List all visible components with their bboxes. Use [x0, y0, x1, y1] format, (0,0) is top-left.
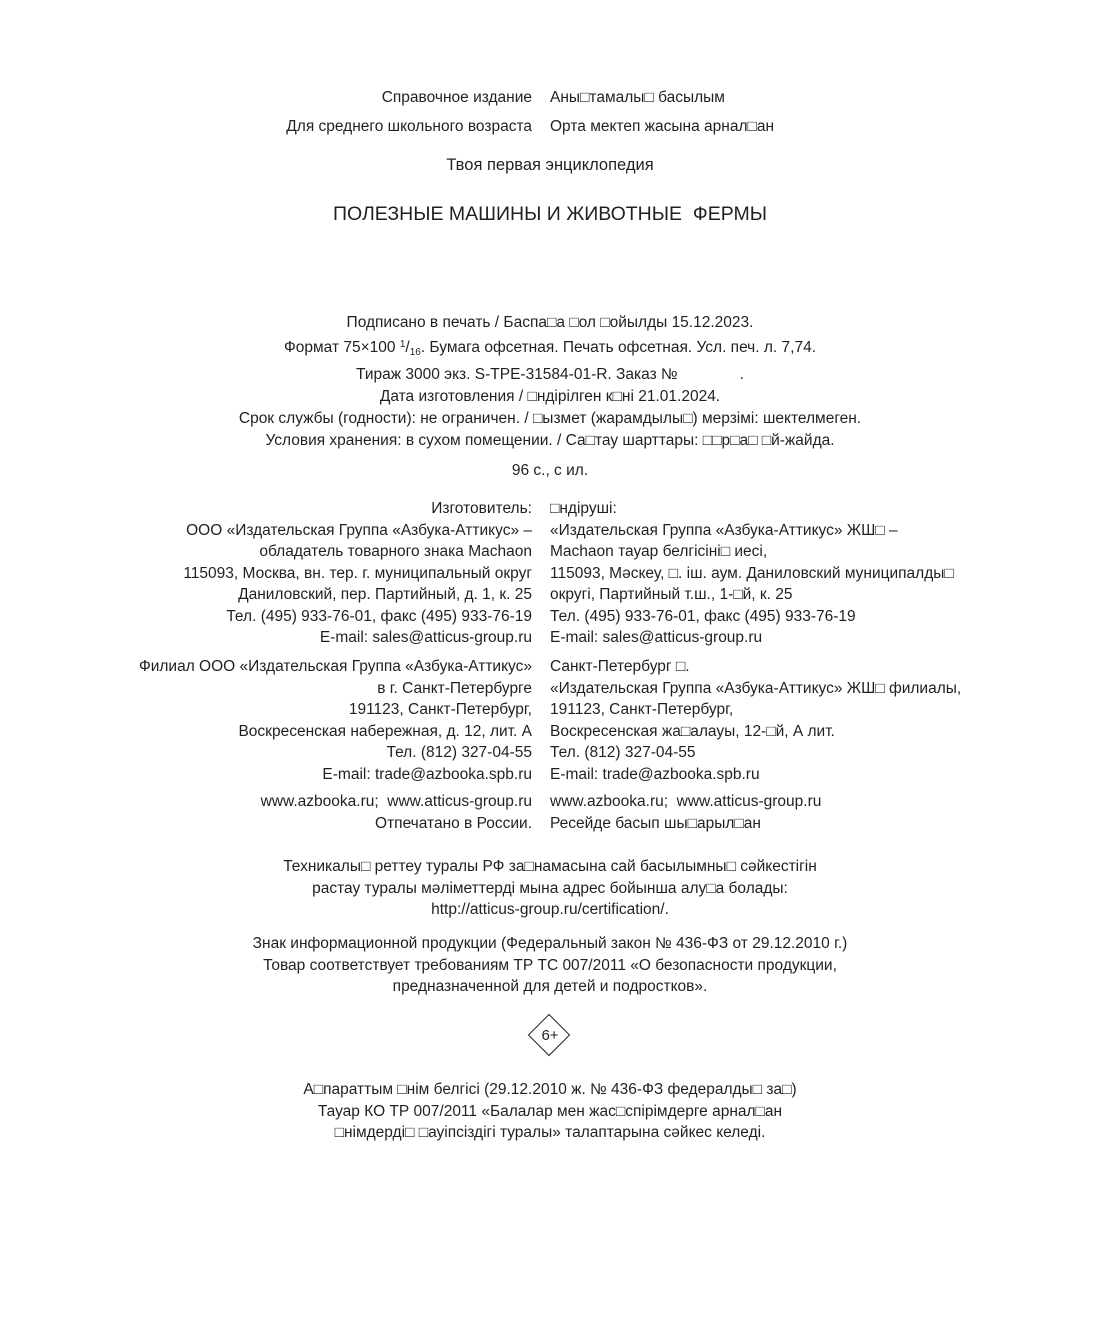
format-line: Формат 75×100 $^1$/16. Бумага офсетная. Печать офсетная. Усл. печ. л. 7,74.	[283, 339, 816, 358]
certification-url: http://atticus-group.ru/certification/.	[431, 901, 669, 918]
age-rating-label: 6+	[541, 1027, 559, 1044]
certification-block	[0, 856, 1100, 921]
manufacturer-line-ru: ООО «Издательская Группа «Азбука-Аттикус» –	[186, 521, 532, 539]
manufacturer-line-ru: обладатель товарного знака Machaon	[259, 543, 532, 560]
info-line-kz: Тауар КО ТР 007/2011 «Балалар мен жас□спірімдерге арнал□ан	[317, 1102, 783, 1120]
edition-type-row	[0, 87, 1100, 109]
branch-line-kz: Тел. (812) 327-04-55	[550, 744, 696, 761]
printing-details	[0, 312, 1100, 452]
printed-in-ru: Отпечатано в России.	[375, 814, 532, 832]
info-product-ru	[0, 933, 1100, 998]
certification-line: растау туралы мәліметтерді мына адрес бойынша алу□а болады:	[312, 879, 788, 897]
book-title: ПОЛЕЗНЫЕ МАШИНЫ И ЖИВОТНЫЕ ФЕРМЫ	[333, 203, 767, 225]
info-line-ru: Товар соответствует требованиям ТР ТС 007/2011 «О безопасности продукции,	[263, 956, 837, 974]
websites-ru: www.azbooka.ru; www.atticus-group.ru	[260, 793, 532, 810]
info-line-ru: Знак информационной продукции (Федеральный закон № 436-ФЗ от 29.12.2010 г.)	[252, 935, 848, 952]
age-group-row	[0, 116, 1100, 138]
manufacturer-line-ru: Даниловский, пер. Партийный, д. 1, к. 25	[238, 586, 532, 603]
age-group-kz: Орта мектеп жасына арнал□ан	[550, 118, 775, 135]
branch-block	[0, 656, 1100, 785]
storage-conditions: Условия хранения: в сухом помещении. / Са□тау шарттары: □□р□а□ □й-жайда.	[265, 432, 835, 449]
info-line-kz: □німдерді□ □ауіпсіздігі туралы» талаптарына сәйкес келеді.	[334, 1124, 766, 1141]
websites-kz: www.azbooka.ru; www.atticus-group.ru	[550, 793, 822, 810]
series-name: Твоя первая энциклопедия	[446, 156, 654, 174]
branch-line-ru: Воскресенская набережная, д. 12, лит. А	[238, 722, 532, 740]
branch-line-ru: 191123, Санкт-Петербург,	[348, 701, 532, 718]
branch-email-ru: E-mail: trade@azbooka.spb.ru	[322, 765, 532, 783]
print-run: Тираж 3000 экз. S-TPE-31584-01-R. Заказ № .	[356, 366, 744, 383]
branch-line-kz: Воскресенская жа□алауы, 12-□й, А лит.	[550, 722, 835, 740]
manufacturer-line-ru: 115093, Москва, вн. тер. г. муниципальный округ	[183, 564, 532, 582]
branch-line-ru: Филиал ООО «Издательская Группа «Азбука-Аттикус»	[138, 658, 532, 675]
info-line-ru: предназначенной для детей и подростков».	[392, 978, 708, 995]
info-product-kz	[0, 1079, 1100, 1144]
age-rating-badge	[528, 1014, 572, 1058]
edition-type-ru: Справочное издание	[381, 89, 532, 106]
manufacturer-block	[0, 498, 1100, 649]
manufacturer-line-kz: «Издательская Группа «Азбука-Аттикус» ЖШ□ –	[550, 521, 898, 539]
manufacturer-line-kz: Machaon тауар белгісіні□ иесі,	[550, 543, 768, 560]
manufacturer-line-kz: 115093, Мәскеу, □. іш. аум. Даниловский муниципалды□	[550, 564, 954, 582]
manufacturer-line-kz: округі, Партийный т.ш., 1-□й, к. 25	[550, 586, 793, 603]
info-line-kz: А□параттым □нім белгісі (29.12.2010 ж. № 436-ФЗ федералды□ за□)	[303, 1081, 797, 1098]
manufacturer-line-ru: Тел. (495) 933-76-01, факс (495) 933-76-19	[226, 607, 532, 625]
web-block	[0, 791, 1100, 834]
branch-line-kz: Санкт-Петербург □.	[550, 658, 690, 675]
signed-to-print: Подписано в печать / Баспа□а □ол □ойылды 15.12.2023.	[346, 314, 754, 331]
manufacturer-line-ru: Изготовитель:	[431, 500, 532, 517]
branch-email-kz: E-mail: trade@azbooka.spb.ru	[550, 765, 760, 783]
certification-line: Техникалы□ реттеу туралы РФ за□намасына сай басылымны□ сәйкестігін	[283, 858, 817, 875]
age-group-ru: Для среднего школьного возраста	[286, 118, 532, 135]
branch-line-kz: «Издательская Группа «Азбука-Аттикус» ЖШ□ филиалы,	[550, 679, 962, 697]
manufacturer-email-ru: E-mail: sales@atticus-group.ru	[319, 629, 532, 646]
service-life: Срок службы (годности): не ограничен. / □ызмет (жарамдылы□) мерзімі: шектелмеген.	[238, 410, 862, 427]
edition-type-kz: Аны□тамалы□ басылым	[550, 89, 725, 106]
branch-line-ru: Тел. (812) 327-04-55	[386, 744, 532, 761]
manufacturer-line-kz: □ндіруші:	[550, 500, 617, 517]
page-count: 96 с., с ил.	[511, 462, 589, 479]
printed-in-kz: Ресейде басып шы□арыл□ан	[550, 814, 761, 832]
branch-line-kz: 191123, Санкт-Петербург,	[550, 701, 734, 718]
manufacturer-line-kz: Тел. (495) 933-76-01, факс (495) 933-76-19	[550, 607, 856, 625]
manufacture-date: Дата изготовления / □ндірілген к□ні 21.01.2024.	[379, 388, 721, 405]
manufacturer-email-kz: E-mail: sales@atticus-group.ru	[550, 629, 763, 646]
branch-line-ru: в г. Санкт-Петербурге	[377, 679, 532, 697]
